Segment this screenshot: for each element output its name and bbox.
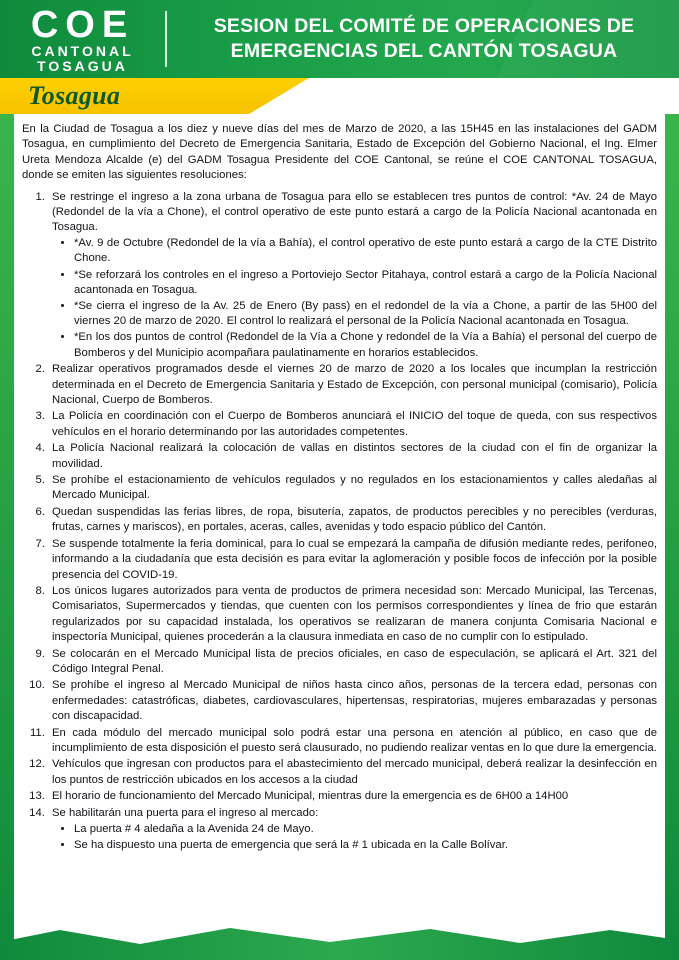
resolution-text: Vehículos que ingresan con productos para el abastecimiento del mercado municipal, deberá realizar la desinfección en los puntos de restricción ubicados en los accesos a la ciudad (52, 758, 657, 786)
resolution-subitem: • *Se reforzará los controles en el ingreso a Portoviejo Sector Pitahaya, control estará a cargo de la Policía Nacional acantonada en Tosagua. (74, 268, 657, 298)
resolution-item (48, 647, 657, 677)
header-title: SESION DEL COMITÉ DE OPERACIONES DE EMERGENCIAS DEL CANTÓN TOSAGUA (213, 15, 635, 62)
resolution-item (48, 441, 657, 471)
resolution-sublist (52, 236, 657, 361)
intro-paragraph: En la Ciudad de Tosagua a los diez y nueve días del mes de Marzo de 2020, a las 15H45 en las instalaciones del GADM Tosagua, en cumplimiento del Decreto de Emergencia Sanitaria, Estado de Excepción del Gobierno Nacional, el Ing. Elmer Ureta Mendoza Alcalde (e) del GADM Tosagua Presidente del COE Cantonal, se reúne el COE CANTONAL TOSAGUA, donde se emiten las siguientes resoluciones: (22, 123, 657, 182)
resolution-subitem: • *Se cierra el ingreso de la Av. 25 de Enero (By pass) en el redondel de la vía a Chone, a partir de las 5H00 del viernes 20 de marzo de 2020. El control lo realizará el personal de la Policía Nacional acantonada en Tosagua. (74, 299, 657, 329)
resolution-item (48, 362, 657, 408)
resolution-text: El horario de funcionamiento del Mercado Municipal, mientras dure la emergencia es de 6H00 a 14H00 (52, 790, 569, 803)
resolution-item (48, 789, 657, 804)
resolution-item (48, 757, 657, 787)
resolution-text: Se prohíbe el ingreso al Mercado Municipal de niños hasta cinco años, personas de la tercera edad, personas con enfermedades: catastróficas, diabetes, cardiovasculares, hipertensas, respiratorias, mujeres embarazadas y personas con discapacidad. (52, 679, 657, 722)
resolutions-list (22, 190, 657, 854)
resolution-item (48, 505, 657, 535)
resolution-text: La Policía Nacional realizará la colocación de vallas en distintos sectores de la ciudad con el fin de organizar la movilidad. (52, 442, 657, 470)
logo-tosagua-text: TOSAGUA (37, 58, 128, 74)
resolution-text: Se suspende totalmente la feria dominical, para lo cual se empezará la campaña de difusión mediante redes, perifoneo, informando a la ciudadanía que esta decisión es para evitar la aglomeración y posible focos de infección por la posible presencia del COVID-19. (52, 538, 657, 581)
resolution-item (48, 537, 657, 583)
resolution-subitem: • *En los dos puntos de control (Redondel de la Vía a Chone y redondel de la Vía a Bahía) el personal del cuerpo de Bomberos y del Municipio acompañara paulatinamente en horarios establecidos. (74, 330, 657, 360)
resolution-sublist (52, 822, 657, 853)
resolution-text: Quedan suspendidas las ferias libres, de ropa, bisutería, zapatos, de productos perecibles y no perecibles (verduras, frutas, carnes y mariscos), en portales, aceras, calles, avenidas y todo espacio público del Cantón. (52, 506, 657, 534)
resolution-item (48, 409, 657, 439)
document-body (22, 122, 657, 934)
logo-coe-text: COE (30, 4, 135, 46)
right-green-edge (665, 114, 679, 960)
resolution-text: Realizar operativos programados desde el viernes 20 de marzo de 2020 a los locales que incumplan la restricción determinada en el Decreto de Emergencia Sanitaria y Estado de Excepción, con personal municipal (comisario), Policía Nacional, Cuerpo de Bomberos. (52, 363, 657, 406)
resolution-subitem: • *Av. 9 de Octubre (Redondel de la vía a Bahía), el control operativo de este punto estará a cargo de la CTE Distrito Chone. (74, 236, 657, 266)
resolution-text: En cada módulo del mercado municipal solo podrá estar una persona en atención al público, en caso que de incumplimiento de esta disposición el puesto será clausurado, no pudiendo realizar ventas en lo que dure la emergencia. (52, 726, 657, 754)
resolution-item (48, 726, 657, 756)
logo-cantonal-text: CANTONAL (31, 43, 134, 59)
resolution-text: Se restringe el ingreso a la zona urbana de Tosagua para ello se establecen tres puntos de control: *Av. 24 de Mayo (Redondel de la vía a Chone), el control operativo de este punto estará a cargo de la Policía Nacional acantonada en Tosagua. (52, 190, 657, 234)
left-green-edge (0, 114, 14, 960)
resolution-item (48, 190, 657, 361)
resolution-text: Se prohíbe el estacionamiento de vehículos regulados y no regulados en los estacionamientos y calles aledañas al Mercado Municipal. (52, 474, 657, 502)
tosagua-ribbon (0, 78, 679, 114)
resolution-item (48, 584, 657, 645)
resolution-item (48, 473, 657, 503)
resolution-text: Los únicos lugares autorizados para venta de productos de primera necesidad son: Mercado Municipal, las Tercenas, Comisariatos, Supermercados y tiendas, que cuenten con los permisos correspondientes y línea de frio que estarán regularizados por su capacidad instalada, los operativos se realizaran de manera conjunta Comisaria Nacional e inspectoría Municipal, quienes procederán a la clausura inmediata en caso de no cumplir con lo estipulado. (52, 585, 657, 643)
resolution-text: La Policía en coordinación con el Cuerpo de Bomberos anunciará el INICIO del toque de queda, con sus respectivos vehículos en el horario determinando por las autoridades competentes. (52, 410, 657, 438)
document-header (0, 0, 679, 78)
resolution-subitem: • Se ha dispuesto una puerta de emergencia que será la # 1 ubicada en la Calle Bolívar. (74, 838, 657, 853)
resolution-item (48, 806, 657, 854)
ribbon-label: Tosagua (28, 81, 121, 110)
resolution-subitem: • La puerta # 4 aledaña a la Avenida 24 de Mayo. (74, 822, 657, 837)
resolution-text: Se habilitarán una puerta para el ingreso al mercado: (52, 807, 319, 820)
resolution-text: Se colocarán en el Mercado Municipal lista de precios oficiales, en caso de especulación, se aplicará el Art. 321 del Código Integral Penal. (52, 647, 657, 675)
resolution-item (48, 678, 657, 724)
coe-logo (0, 2, 165, 76)
